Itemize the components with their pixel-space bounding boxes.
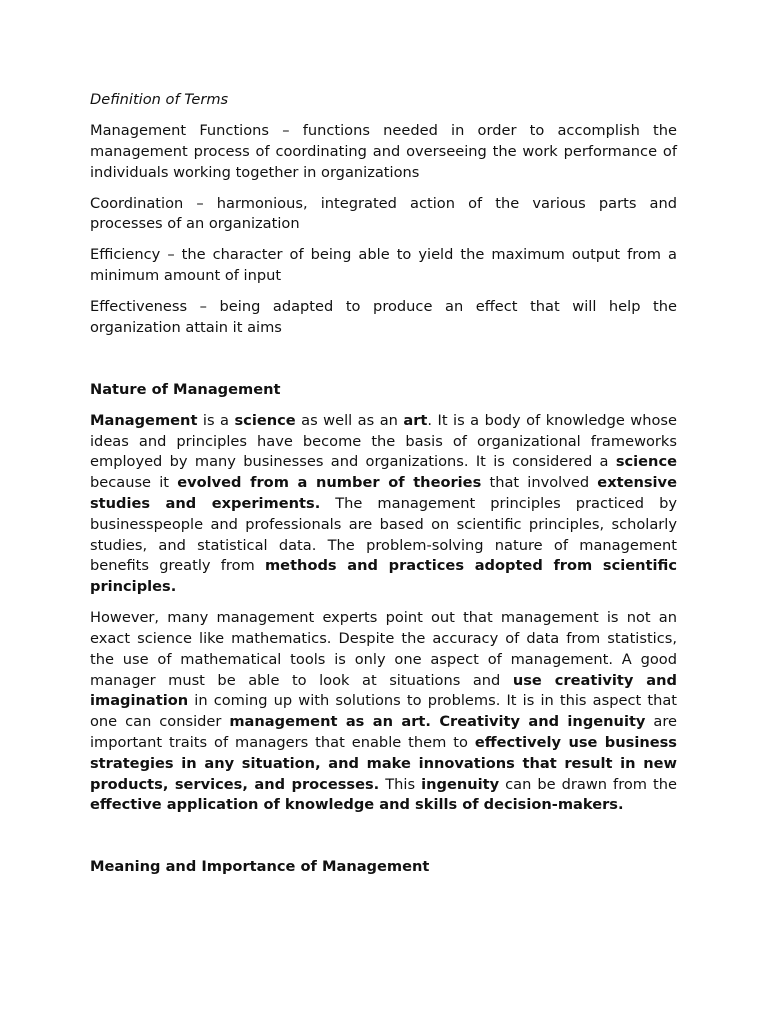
bold-text-run: management as an art. Creativity and ingenuity xyxy=(229,713,646,731)
definition-effectiveness: Effectiveness – being adapted to produce an effect that will help the organization attain it aims xyxy=(90,298,677,336)
text-run: as well as an xyxy=(295,411,404,429)
definition-efficiency: Efficiency – the character of being able to yield the maximum output from a minimum amount of input xyxy=(90,246,677,285)
bold-text-run: effectively use business strategies in any situation, and make innovations that result in new products, services, and processes. xyxy=(90,734,677,793)
text-run: that involved xyxy=(481,474,598,492)
definition-coordination: Coordination – harmonious, integrated action of the various parts and processes of an organization xyxy=(90,194,677,233)
text-run: in coming up with solutions to problems. It is in this aspect that one can consider xyxy=(90,692,677,731)
document-page xyxy=(90,90,677,888)
text-run: However, many management experts point out that management is not an exact science like mathematics. Despite the accuracy of data from statistics, the use of mathematical tools is only one aspect of management. A good manager must be able to look at situations and xyxy=(90,609,677,689)
section-spacer xyxy=(90,826,677,857)
bold-text-run: evolved from a number of theories xyxy=(177,474,482,492)
nature-paragraph-2 xyxy=(90,608,677,816)
section-spacer xyxy=(90,349,677,380)
bold-text-run: ingenuity xyxy=(421,775,500,793)
bold-text-run: science xyxy=(234,411,296,429)
nature-paragraph-1 xyxy=(90,411,677,598)
text-run: . It is a body of knowledge whose ideas and principles have become the basis of organizational frameworks employed by many businesses and organizations. It is considered a xyxy=(90,411,677,471)
text-run: is a xyxy=(197,411,235,429)
bold-text-run: extensive studies and experiments. xyxy=(90,474,677,513)
text-run: This xyxy=(379,775,422,793)
text-run: can be drawn from the xyxy=(499,775,677,793)
bold-text-run: methods and practices adopted from scientific principles. xyxy=(90,557,677,596)
nature-of-management-heading: Nature of Management xyxy=(90,380,281,398)
bold-text-run: Management xyxy=(90,411,198,429)
text-run: because it xyxy=(90,474,178,492)
definition-management-functions: Management Functions – functions needed in order to accomplish the management process of coordinating and overseeing the work performance of individuals working together in organizations xyxy=(90,121,677,181)
meaning-and-importance-heading: Meaning and Importance of Management xyxy=(90,858,430,876)
text-run: The management principles practiced by businesspeople and professionals are based on scientific principles, scholarly studies, and statistical data. The problem-solving nature of management benefits greatly from xyxy=(90,495,677,575)
bold-text-run: art xyxy=(403,411,428,429)
bold-text-run: use creativity and imagination xyxy=(90,671,677,710)
definition-of-terms-heading: Definition of Terms xyxy=(90,91,229,108)
bold-text-run: science xyxy=(615,453,677,471)
text-run: are important traits of managers that enable them to xyxy=(90,713,677,752)
bold-text-run: effective application of knowledge and skills of decision-makers. xyxy=(90,796,624,814)
